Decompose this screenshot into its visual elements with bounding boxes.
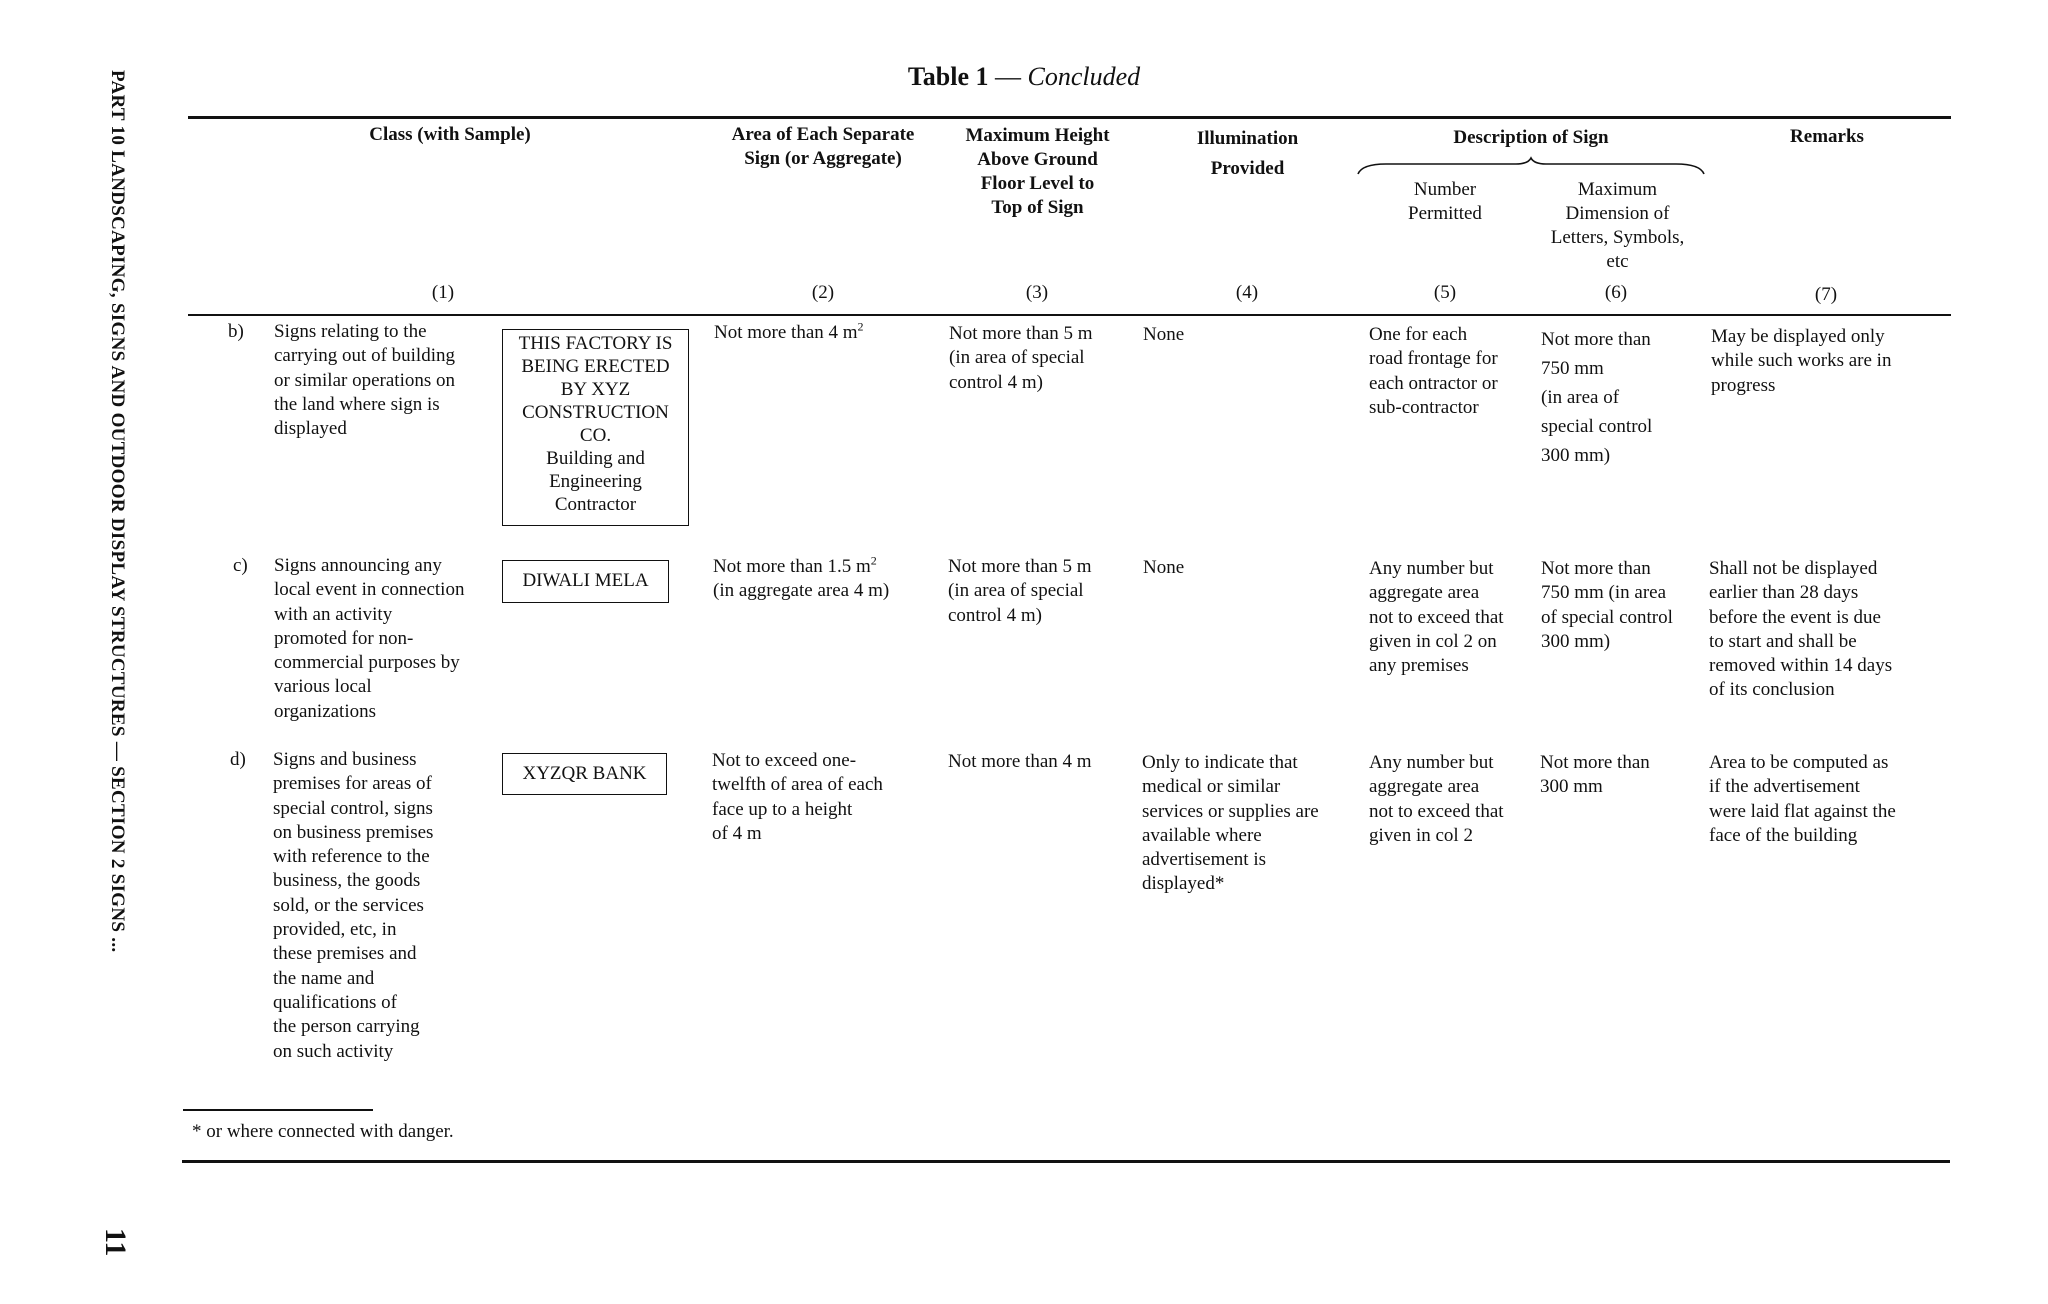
row-b-area <box>714 321 934 345</box>
row-c-sample-sign: DIWALI MELA <box>502 560 669 603</box>
row-b-remarks: May be displayed only while such works are in progress <box>1711 326 1892 396</box>
row-d-sample-sign: XYZQR BANK <box>502 753 667 795</box>
header-illumination: Illumination Provided <box>1196 128 1299 179</box>
row-d-letter: d) <box>230 749 246 770</box>
header-description-group: Description of Sign <box>1453 127 1609 148</box>
table-title <box>0 62 2048 92</box>
row-d-illumination: Only to indicate that medical or similar services or supplies are available where advertisement is displayed* <box>1142 752 1319 895</box>
header-class: Class (with Sample) <box>369 124 531 145</box>
row-b-class: Signs relating to the carrying out of building or similar operations on the land where sign is displayed <box>274 321 455 440</box>
row-b-area-text: Not more than 4 m <box>714 322 858 343</box>
header-bottom-rule <box>188 314 1951 316</box>
header-area: Area of Each Separate Sign (or Aggregate) <box>731 124 915 169</box>
colnum-5: (5) <box>1433 282 1457 303</box>
row-d-height: Not more than 4 m <box>948 751 1092 772</box>
table-title-main: Table 1 <box>907 62 989 91</box>
table-bottom-rule <box>182 1160 1950 1163</box>
table-title-dash: — <box>988 62 1028 91</box>
row-d-area-text: Not to exceed one- twelfth of area of each face up to a height of 4 m <box>712 750 883 844</box>
row-c-remarks: Shall not be displayed earlier than 28 days before the event is due to start and shall be removed within 14 days of its conclusion <box>1709 558 1893 701</box>
footnote: * or where connected with danger. <box>192 1121 454 1142</box>
colnum-4: (4) <box>1235 282 1259 303</box>
row-c-illumination: None <box>1143 557 1185 578</box>
row-c-dimension: Not more than 750 mm (in area of special control 300 mm) <box>1541 558 1673 652</box>
colnum-6: (6) <box>1604 282 1628 303</box>
running-header: PART 10 LANDSCAPING, SIGNS AND OUTDOOR DISPLAY STRUCTURES — SECTION 2 SIGNS ... <box>107 70 128 953</box>
row-d-class: Signs and business premises for areas of special control, signs on business premises with reference to the business, the goods sold, or the services provided, etc, in these premises and the name and qualifications of the person carrying on such activity <box>273 749 434 1062</box>
row-d-dimension: Not more than 300 mm <box>1540 752 1650 798</box>
row-c-number: Any number but aggregate area not to exceed that given in col 2 on any premises <box>1369 558 1504 677</box>
row-c-height: Not more than 5 m (in area of special control 4 m) <box>948 556 1092 626</box>
row-d-number: Any number but aggregate area not to exceed that given in col 2 <box>1369 752 1504 846</box>
header-remarks: Remarks <box>1790 126 1864 147</box>
row-b-dimension: Not more than 750 mm (in area of special control 300 mm) <box>1541 329 1653 466</box>
colnum-1: (1) <box>431 282 455 303</box>
row-c-letter: c) <box>233 555 248 576</box>
header-max-height: Maximum Height Above Ground Floor Level to Top of Sign <box>965 125 1110 218</box>
row-b-illumination: None <box>1143 324 1185 345</box>
row-b-area-sup: 2 <box>857 319 864 334</box>
table-top-rule <box>188 116 1951 119</box>
row-b-sample-sign: THIS FACTORY IS BEING ERECTED BY XYZ CONSTRUCTION CO. Building and Engineering Contractor <box>502 329 689 526</box>
row-c-area-text: Not more than 1.5 m <box>713 556 871 577</box>
colnum-7: (7) <box>1814 284 1838 305</box>
header-number-permitted: Number Permitted <box>1408 179 1482 224</box>
row-d-area <box>712 749 942 846</box>
footnote-rule <box>183 1109 373 1111</box>
row-b-height: Not more than 5 m (in area of special control 4 m) <box>949 323 1093 393</box>
row-c-area-rest: (in aggregate area 4 m) <box>713 580 890 602</box>
colnum-3: (3) <box>1025 282 1049 303</box>
row-b-number: One for each road frontage for each ontractor or sub-contractor <box>1369 324 1498 418</box>
row-b-letter: b) <box>228 321 244 342</box>
row-c-area <box>713 555 943 604</box>
page-number: 11 <box>99 1228 132 1257</box>
row-c-class: Signs announcing any local event in connection with an activity promoted for non- commercial purposes by various local organizations <box>274 555 465 722</box>
table-title-suffix: Concluded <box>1027 62 1141 91</box>
colnum-2: (2) <box>811 282 835 303</box>
row-d-remarks: Area to be computed as if the advertisement were laid flat against the face of the building <box>1709 752 1896 846</box>
row-c-area-sup: 2 <box>870 553 877 568</box>
header-max-dimension: Maximum Dimension of Letters, Symbols, etc <box>1550 179 1685 272</box>
